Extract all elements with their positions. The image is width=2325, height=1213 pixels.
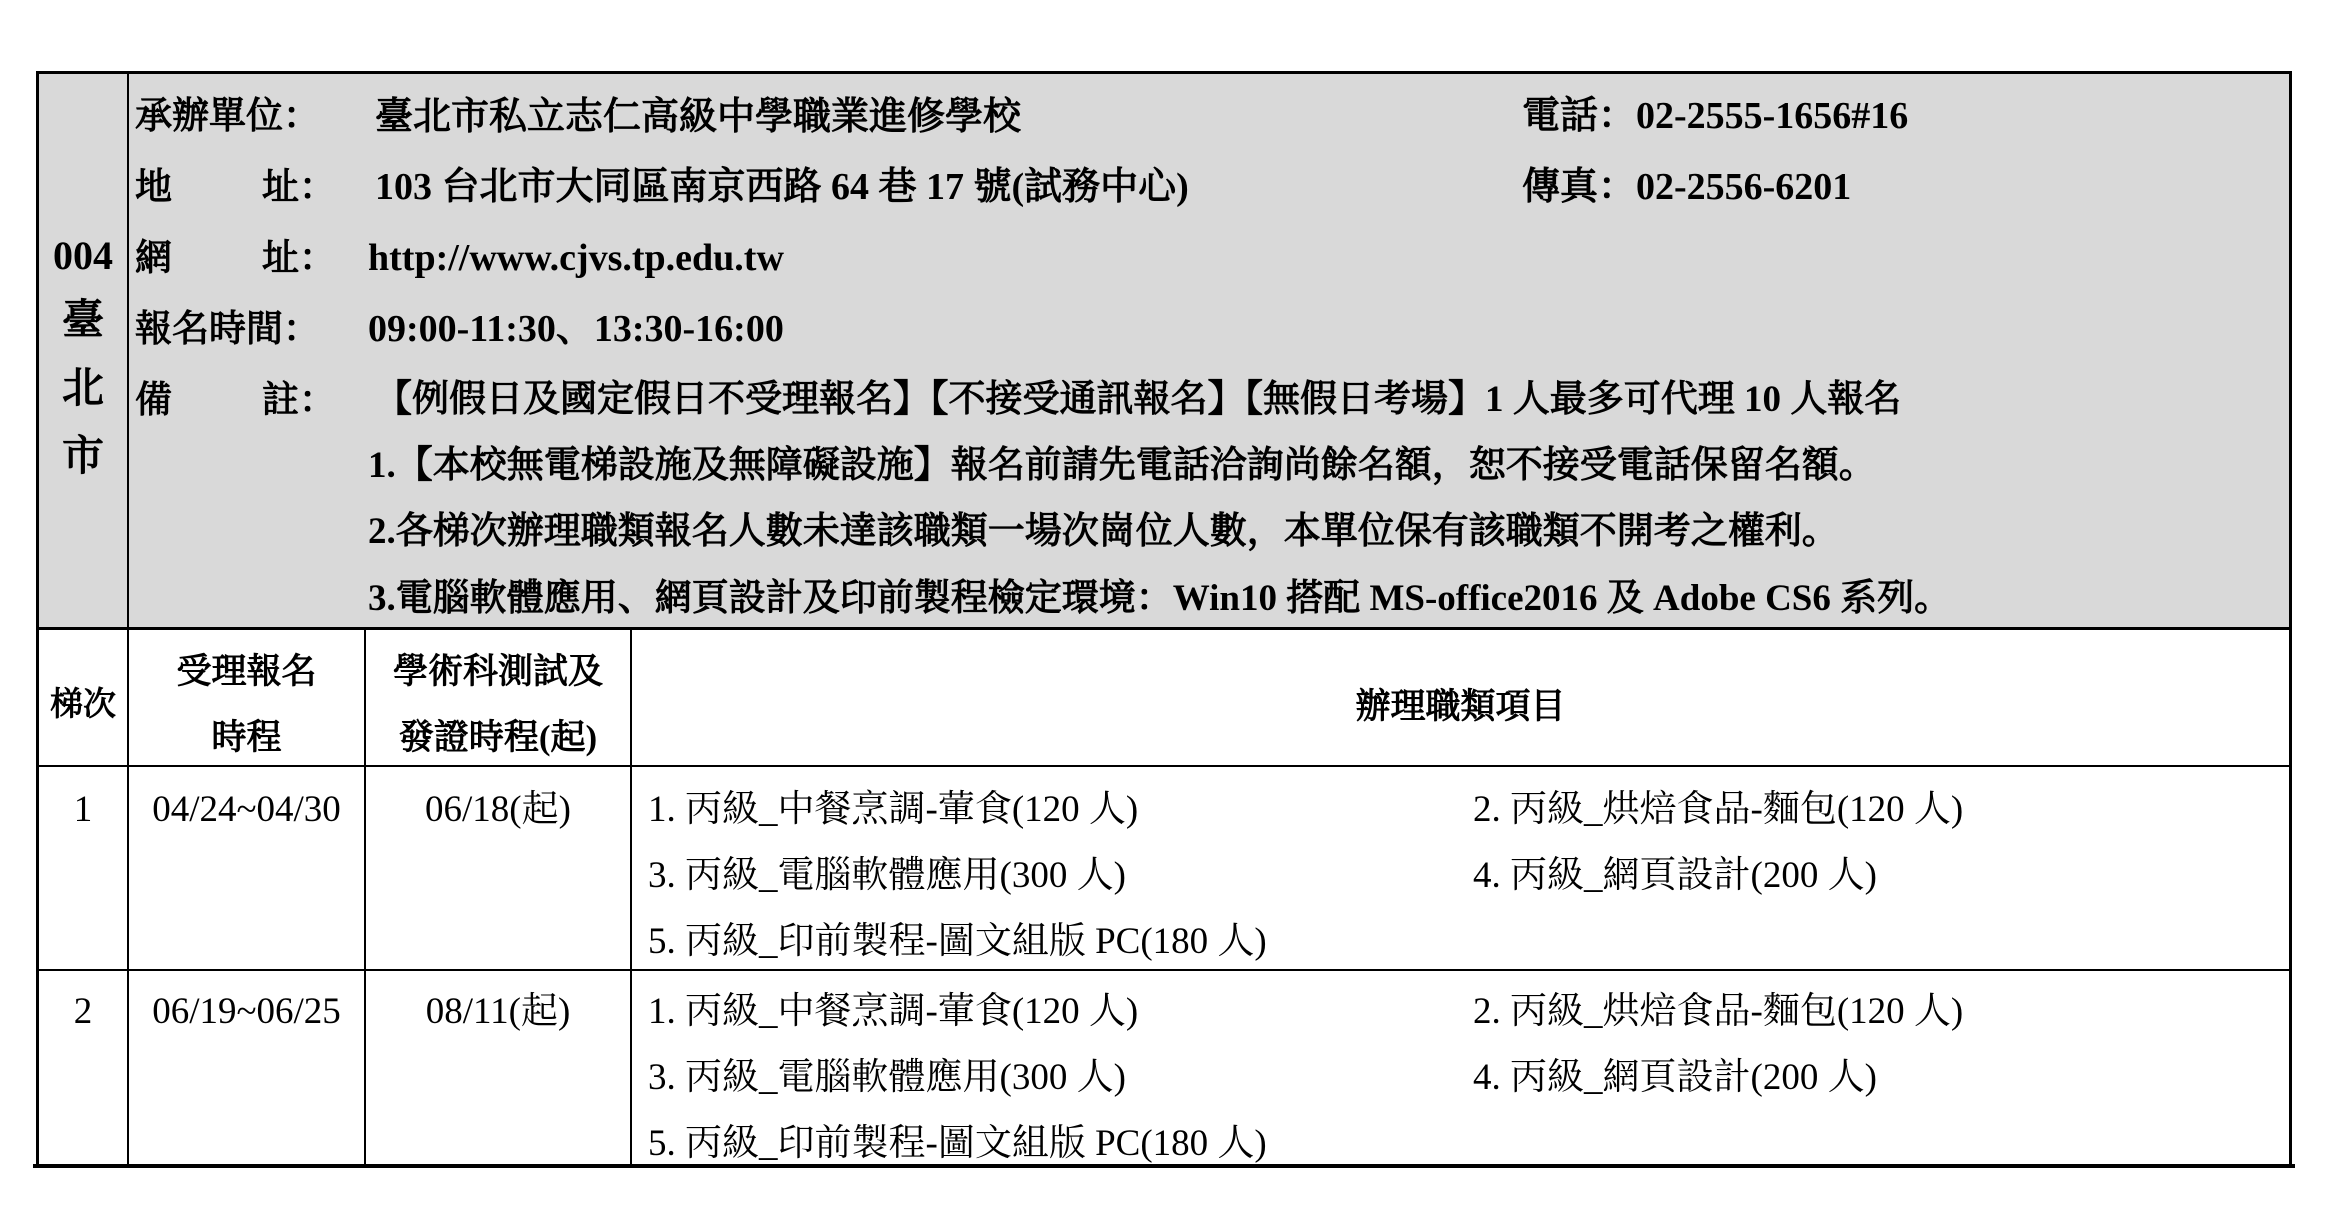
notes-label-2: 註： <box>262 380 336 421</box>
unit-code: 004 <box>53 233 113 278</box>
row2-item-3: 3. 丙級_電腦軟體應用(300 人) <box>648 1057 1126 1098</box>
info-bottom-border <box>36 627 2292 630</box>
row1-reg: 04/24~04/30 <box>152 789 341 830</box>
note-line-0: 【例假日及國定假日不受理報名】【不接受通訊報名】【無假日考場】1 人最多可代理 10 人報名 <box>375 379 1902 420</box>
header-reg-line-1: 受理報名 <box>176 652 317 691</box>
website-label-1: 網 <box>135 238 172 279</box>
reg-time-label: 報名時間： <box>135 309 320 350</box>
note-line-2: 2.各梯次辦理職類報名人數未達該職類一場次崗位人數，本單位保有該職類不開考之權利。 <box>368 511 1839 552</box>
row1-item-4: 4. 丙級_網頁設計(200 人) <box>1473 855 1877 896</box>
address-label-2: 址： <box>262 167 336 208</box>
right-border <box>2289 71 2292 1168</box>
row2-item-2: 2. 丙級_烘焙食品-麵包(120 人) <box>1473 991 1964 1032</box>
header-bottom-border <box>36 765 2292 767</box>
row1-batch: 1 <box>73 789 93 830</box>
reg-time: 09:00-11:30、13:30-16:00 <box>368 308 784 350</box>
phone: 電話：02-2555-1656#16 <box>1522 95 1909 137</box>
website-label-2: 址： <box>262 238 336 279</box>
row1-bottom-border <box>36 969 2292 971</box>
note-line-1: 1.【本校無電梯設施及無障礙設施】報名前請先電話洽詢尚餘名額，恕不接受電話保留名額。 <box>368 445 1876 486</box>
row1-item-5: 5. 丙級_印前製程-圖文組版 PC(180 人) <box>648 921 1267 962</box>
header-test-line-1: 學術科測試及 <box>392 652 603 691</box>
org-label: 承辦單位： <box>135 96 320 137</box>
notes-label-1: 備 <box>135 380 172 421</box>
row1-test: 06/18(起) <box>425 789 571 830</box>
org-name: 臺北市私立志仁高級中學職業進修學校 <box>375 96 1022 138</box>
fax: 傳真：02-2556-6201 <box>1522 166 1852 208</box>
top-border <box>36 71 2292 74</box>
row1-item-2: 2. 丙級_烘焙食品-麵包(120 人) <box>1473 789 1964 830</box>
note-line-3: 3.電腦軟體應用、網頁設計及印前製程檢定環境：Win10 搭配 MS-office2016 及 Adobe CS6 系列。 <box>368 578 1952 619</box>
reg-column-divider <box>364 628 366 1168</box>
city-char-3: 市 <box>61 434 104 480</box>
row2-item-4: 4. 丙級_網頁設計(200 人) <box>1473 1057 1877 1098</box>
header-batch: 梯次 <box>50 687 116 723</box>
row2-item-1: 1. 丙級_中餐烹調-葷食(120 人) <box>648 991 1139 1032</box>
website[interactable]: http://www.cjvs.tp.edu.tw <box>368 237 784 279</box>
row2-reg: 06/19~06/25 <box>152 991 341 1032</box>
row2-item-5: 5. 丙級_印前製程-圖文組版 PC(180 人) <box>648 1123 1267 1164</box>
row2-batch: 2 <box>73 991 93 1032</box>
address-label-1: 地 <box>135 167 172 208</box>
header-items: 辦理職類項目 <box>1355 687 1566 726</box>
header-test-line-2: 發證時程(起) <box>398 718 598 757</box>
city-char-1: 臺 <box>61 298 104 344</box>
row1-item-1: 1. 丙級_中餐烹調-葷食(120 人) <box>648 789 1139 830</box>
address: 103 台北市大同區南京西路 64 巷 17 號(試務中心) <box>375 166 1189 208</box>
city-char-2: 北 <box>61 366 104 412</box>
row2-test: 08/11(起) <box>425 991 571 1032</box>
header-reg-line-2: 時程 <box>211 718 282 757</box>
row1-item-3: 3. 丙級_電腦軟體應用(300 人) <box>648 855 1126 896</box>
bottom-border <box>33 1164 2295 1168</box>
